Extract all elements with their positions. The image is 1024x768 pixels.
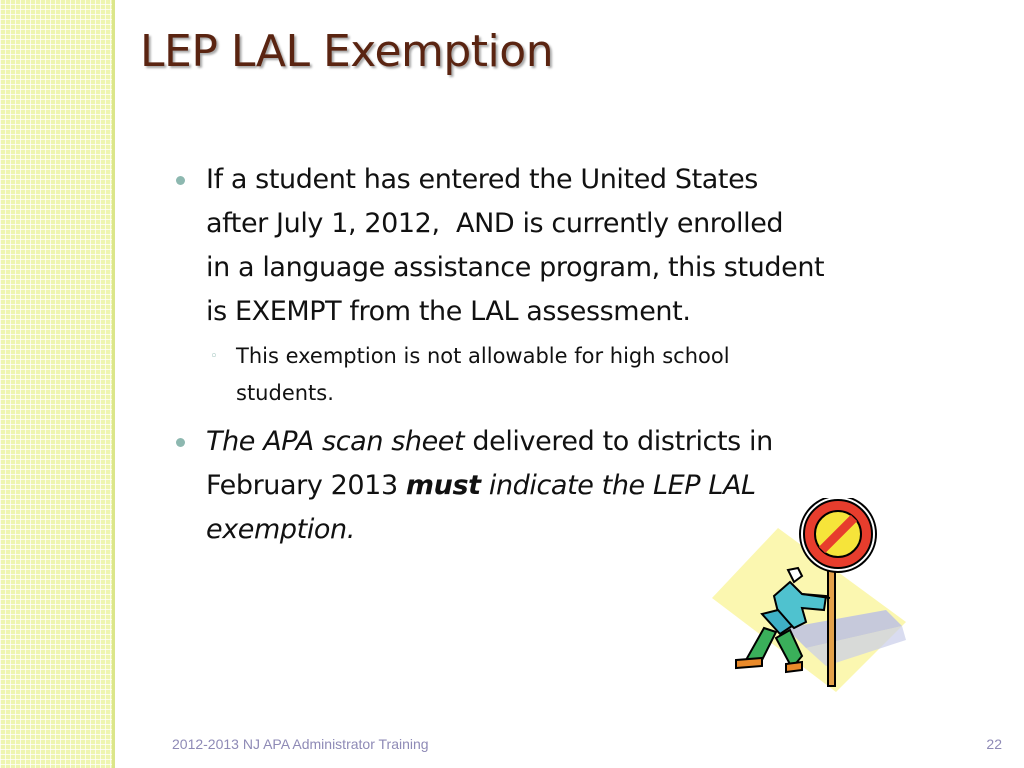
italic-phrase: indicate the LEP LAL — [480, 470, 756, 501]
bullet-2-line-1 — [206, 420, 892, 464]
bullet-1-text — [206, 158, 892, 334]
bullet-dot-icon — [176, 438, 185, 447]
slide-title: LEP LAL Exemption — [140, 26, 554, 77]
bullet-1-line-3: in a language assistance program, this student — [206, 252, 825, 283]
bullet-dot-icon — [176, 176, 185, 185]
hollow-circle-bullet-icon: ◦ — [210, 349, 218, 364]
italic-phrase: exemption. — [206, 514, 355, 545]
text-run: delivered to districts in — [464, 426, 773, 457]
italic-phrase: The APA scan sheet — [206, 426, 465, 457]
side-strip-edge — [112, 0, 115, 768]
decorative-side-strip — [0, 0, 112, 768]
bold-italic-word: must — [405, 470, 481, 501]
slide-body — [172, 158, 892, 552]
person-pushing-no-sign-icon — [706, 498, 912, 692]
bullet-1-line-2: after July 1, 2012, AND is currently enrolled — [206, 208, 784, 239]
sub-bullet-line-2: students. — [236, 381, 334, 405]
bullet-1-line-1: If a student has entered the United States — [206, 164, 758, 195]
text-run: February 2013 — [206, 470, 406, 501]
bullet-item-1 — [172, 158, 892, 334]
sub-bullet-item — [210, 338, 892, 412]
bullet-1-line-4: is EXEMPT from the LAL assessment. — [206, 296, 691, 327]
page-number: 22 — [986, 736, 1002, 752]
sub-bullet-line-1: This exemption is not allowable for high school — [236, 344, 730, 368]
footer-text: 2012-2013 NJ APA Administrator Training — [172, 736, 429, 752]
